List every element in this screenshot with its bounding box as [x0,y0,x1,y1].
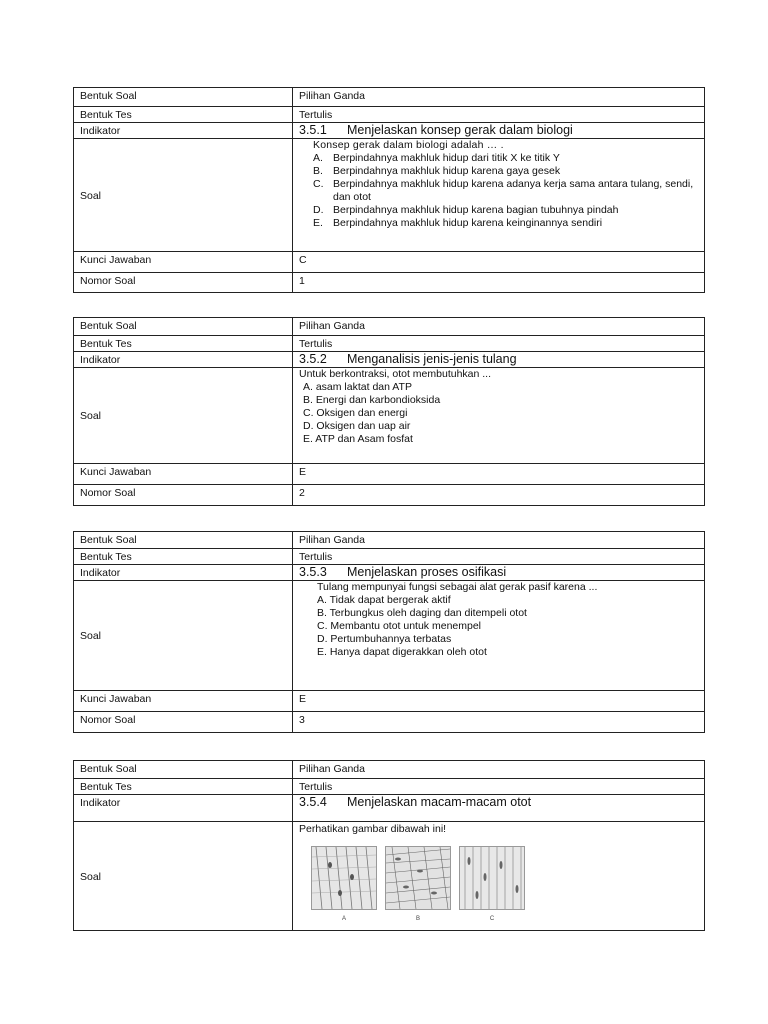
skeletal-muscle-image [459,846,525,910]
label-bentuk-soal: Bentuk Soal [74,318,293,336]
option-a: A. asam laktat dan ATP [303,381,412,393]
label-bentuk-tes: Bentuk Tes [74,107,293,123]
option-d: D. Oksigen dan uap air [303,420,411,432]
kunci-jawaban-value: E [293,464,705,485]
option-a: A. Berpindahnya makhluk hidup dari titik X ke titik Y [313,152,560,164]
label-soal: Soal [74,581,293,691]
indikator-number: 3.5.3 [299,565,327,579]
bentuk-tes-value: Tertulis [293,549,705,565]
label-bentuk-soal: Bentuk Soal [74,88,293,107]
indikator-number: 3.5.1 [299,123,327,137]
image-caption-a: A [341,916,346,922]
label-kunci-jawaban: Kunci Jawaban [74,252,293,273]
indikator-value [293,352,705,368]
kunci-jawaban-value: E [293,691,705,712]
option-d: D. Berpindahnya makhluk hidup karena bagian tubuhnya pindah [313,204,619,216]
label-soal: Soal [74,139,293,252]
nomor-soal-value: 1 [293,273,705,293]
muscle-images [311,846,698,926]
indikator-value [293,565,705,581]
indikator-number: 3.5.2 [299,352,327,366]
option-b: B. Terbungkus oleh daging dan ditempeli otot [317,607,527,619]
question-text: Tulang mempunyai fungsi sebagai alat gerak pasif karena ... [317,581,598,593]
label-kunci-jawaban: Kunci Jawaban [74,691,293,712]
image-caption-c: C [489,916,495,922]
question-card-1 [73,87,705,293]
question-body [293,139,705,252]
option-b: B. Berpindahnya makhluk hidup karena gaya gesek [313,165,561,177]
option-e: E. Hanya dapat digerakkan oleh otot [317,646,487,658]
question-card-3 [73,531,705,733]
question-card-4 [73,760,705,931]
label-kunci-jawaban: Kunci Jawaban [74,464,293,485]
option-a: A. Tidak dapat bergerak aktif [317,594,451,606]
option-e: E. ATP dan Asam fosfat [303,433,413,445]
options-list [299,594,698,659]
indikator-text: Menjelaskan konsep gerak dalam biologi [347,123,573,137]
nomor-soal-value: 2 [293,485,705,506]
label-nomor-soal: Nomor Soal [74,273,293,293]
option-b: B. Energi dan karbondioksida [303,394,441,406]
kunci-jawaban-value: C [293,252,705,273]
image-caption-b: B [415,916,420,922]
question-body [293,822,705,931]
muscle-image-c [459,846,525,926]
label-indikator: Indikator [74,795,293,822]
label-bentuk-tes: Bentuk Tes [74,779,293,795]
option-c: C. Membantu otot untuk menempel [317,620,482,632]
label-soal: Soal [74,822,293,931]
label-bentuk-soal: Bentuk Soal [74,761,293,779]
bentuk-tes-value: Tertulis [293,336,705,352]
indikator-value [293,123,705,139]
question-text: Untuk berkontraksi, otot membutuhkan ... [299,368,492,380]
indikator-value [293,795,705,822]
label-nomor-soal: Nomor Soal [74,712,293,733]
cardiac-muscle-image [311,846,377,910]
option-e: E. Berpindahnya makhluk hidup karena keinginannya sendiri [313,217,603,229]
label-soal: Soal [74,368,293,464]
question-body [293,581,705,691]
bentuk-soal-value: Pilihan Ganda [293,761,705,779]
label-bentuk-soal: Bentuk Soal [74,532,293,549]
label-indikator: Indikator [74,565,293,581]
options-list [299,152,698,230]
question-text: Perhatikan gambar dibawah ini! [299,823,447,835]
question-body [293,368,705,464]
option-d: D. Pertumbuhannya terbatas [317,633,452,645]
bentuk-soal-value: Pilihan Ganda [293,532,705,549]
indikator-number: 3.5.4 [299,795,327,809]
indikator-text: Menjelaskan macam-macam otot [347,795,532,809]
label-indikator: Indikator [74,352,293,368]
bentuk-tes-value: Tertulis [293,779,705,795]
bentuk-soal-value: Pilihan Ganda [293,318,705,336]
bentuk-tes-value: Tertulis [293,107,705,123]
label-nomor-soal: Nomor Soal [74,485,293,506]
question-text: Konsep gerak dalam biologi adalah … . [313,139,504,151]
option-c: C. Berpindahnya makhluk hidup karena adanya kerja sama antara tulang, sendi, dan otot [313,178,694,203]
indikator-text: Menganalisis jenis-jenis tulang [347,352,517,366]
muscle-image-b [385,846,451,926]
label-bentuk-tes: Bentuk Tes [74,549,293,565]
label-indikator: Indikator [74,123,293,139]
nomor-soal-value: 3 [293,712,705,733]
smooth-muscle-image [385,846,451,910]
label-bentuk-tes: Bentuk Tes [74,336,293,352]
muscle-image-a [311,846,377,926]
indikator-text: Menjelaskan proses osifikasi [347,565,507,579]
question-card-2 [73,317,705,506]
options-list [299,381,698,446]
option-c: C. Oksigen dan energi [303,407,408,419]
bentuk-soal-value: Pilihan Ganda [293,88,705,107]
